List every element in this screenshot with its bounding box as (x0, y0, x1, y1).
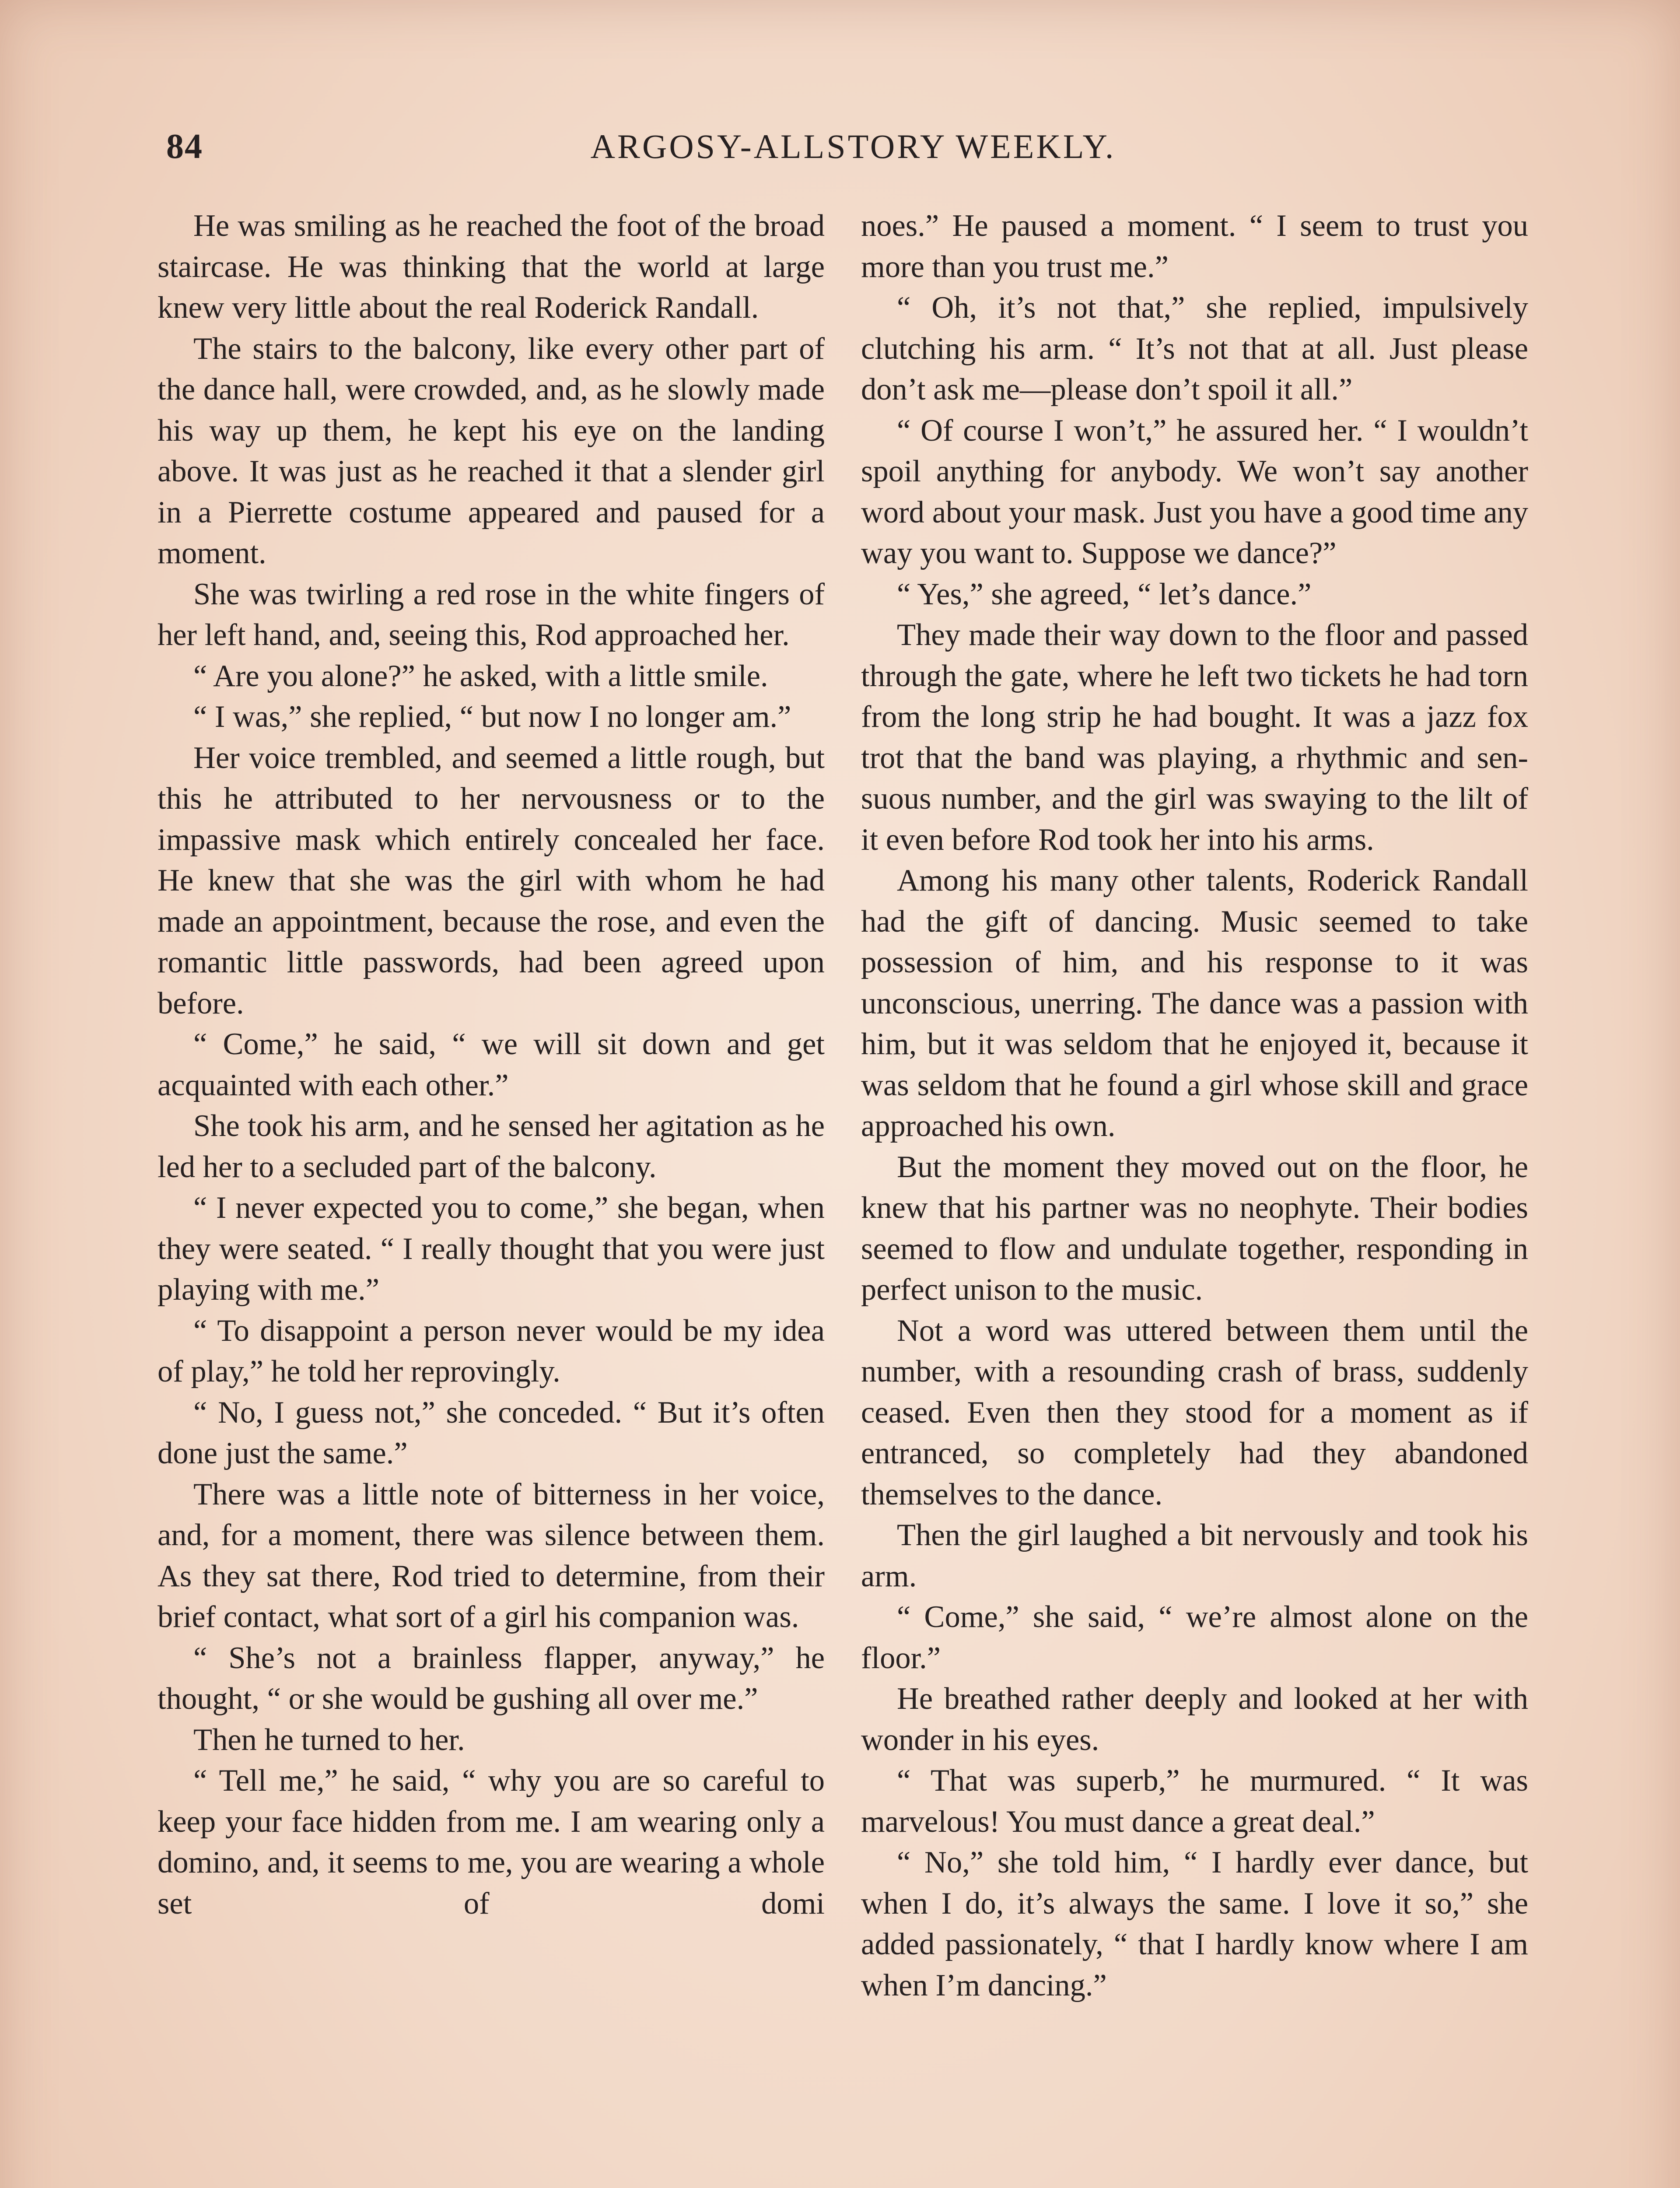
left-column-paragraph: She was twirling a red rose in the white fingers of her left hand, and, seeing this, Rod approached her. (158, 577, 825, 652)
left-column-paragraph: “ She’s not a brainless flapper, anyway,” he thought, “ or she would be gushing all over me.” (158, 1641, 825, 1716)
left-column-paragraph: She took his arm, and he sensed her agitation as he led her to a secluded part of the balcony. (158, 1109, 825, 1184)
right-column-paragraph: “ Yes,” she agreed, “ let’s dance.” (897, 577, 1312, 611)
left-column-paragraph: The stairs to the balcony, like every other part of the dance hall, were crowded, and, as he slowly made his way up them, he kept his eye on the landing above. It was just as he reached it that a slender girl in a Pierrette costume appeared and paused for a moment. (158, 331, 825, 570)
left-column-paragraph: “ No, I guess not,” she conceded. “ But it’s often done just the same.” (158, 1395, 825, 1470)
right-column-paragraph: “ That was superb,” he murmured. “ It was marvelous! You must dance a great deal.” (861, 1764, 1528, 1839)
left-text-column (158, 206, 825, 1924)
left-column-paragraph: “ Are you alone?” he asked, with a little smile. (193, 659, 768, 693)
left-column-paragraph: There was a little note of bitterness in her voice, and, for a moment, there was silence between them. As they sat there, Rod tried to determine, from their brief contact, what sort of a girl his companion was. (158, 1477, 825, 1634)
right-text-column (861, 206, 1528, 2006)
right-column-paragraph: Among his many other talents, Roderick Randall had the gift of dancing. Music seemed to take possession of him, and his response to it was unconscious, unerring. The dance was a passion with him, but it was seldom that he enjoyed it, because it was seldom that he found a girl whose skill and grace approached his own. (861, 863, 1528, 1143)
right-column-paragraph: Not a word was uttered between them until the number, with a resounding crash of brass, suddenly ceased. Even then they stood for a moment as if entranced, so completely had they abandoned themselves to the dance. (861, 1313, 1528, 1511)
right-column-paragraph: “ Of course I won’t,” he assured her. “ I wouldn’t spoil anything for anybody. We won’t say another word about your mask. Just you have a good time any way you want to. Suppose we dance?” (861, 413, 1528, 570)
left-column-paragraph: Her voice trembled, and seemed a little rough, but this he attributed to her nervousness or to the impassive mask which entirely concealed her face. He knew that she was the girl with whom he had made an appointment, because the rose, and even the romantic little passwords, had been agreed upon before. (158, 740, 825, 1020)
left-column-paragraph: “ Tell me,” he said, “ why you are so careful to keep your face hidden from me. I am wearing only a domino, and, it seems to me, you are wearing a whole set of domi (158, 1764, 825, 1921)
right-column-paragraph: Then the girl laughed a bit nervously and took his arm. (861, 1518, 1528, 1593)
page-number: 84 (166, 127, 203, 166)
left-column-paragraph: “ To disappoint a person never would be my idea of play,” he told her reprovingly. (158, 1313, 825, 1389)
right-column-paragraph: He breathed rather deeply and looked at her with wonder in his eyes. (861, 1682, 1528, 1757)
right-column-paragraph: But the moment they moved out on the floor, he knew that his partner was no neophyte. Their bodies seemed to flow and undulate together, responding in perfect unison to the music. (861, 1150, 1528, 1307)
left-column-paragraph: Then he turned to her. (193, 1722, 465, 1757)
left-column-paragraph: “ Come,” he said, “ we will sit down and get acquainted with each other.” (158, 1027, 825, 1102)
left-column-paragraph: “ I was,” she replied, “ but now I no longer am.” (193, 700, 791, 734)
running-head: ARGOSY-ALLSTORY WEEKLY. (590, 127, 1116, 165)
right-column-paragraph: “ Oh, it’s not that,” she replied, impulsively clutching his arm. “ It’s not that at all. Just please don’t ask me—please don’t spoil it all.” (861, 291, 1528, 407)
left-column-paragraph: He was smiling as he reached the foot of the broad staircase. He was thinking that the world at large knew very little about the real Roderick Randall. (158, 209, 825, 325)
right-column-paragraph: noes.” He paused a moment. “ I seem to trust you more than you trust me.” (861, 209, 1528, 284)
left-column-paragraph: “ I never expected you to come,” she began, when they were seated. “ I really thought that you were just playing with me.” (158, 1191, 825, 1307)
right-column-paragraph: “ Come,” she said, “ we’re almost alone on the floor.” (861, 1600, 1528, 1675)
right-column-paragraph: They made their way down to the floor and passed through the gate, where he left two tickets he had torn from the long strip he had bought. It was a jazz fox trot that the band was playing, a rhythmic and sensuous number, and the girl was swaying to the lilt of it even before Rod took her into his arms. (861, 618, 1528, 857)
right-column-paragraph: “ No,” she told him, “ I hardly ever dance, but when I do, it’s always the same. I love it so,” she added passionately, “ that I hardly know where I am when I’m dancing.” (861, 1845, 1528, 2002)
page-header (162, 127, 1544, 179)
